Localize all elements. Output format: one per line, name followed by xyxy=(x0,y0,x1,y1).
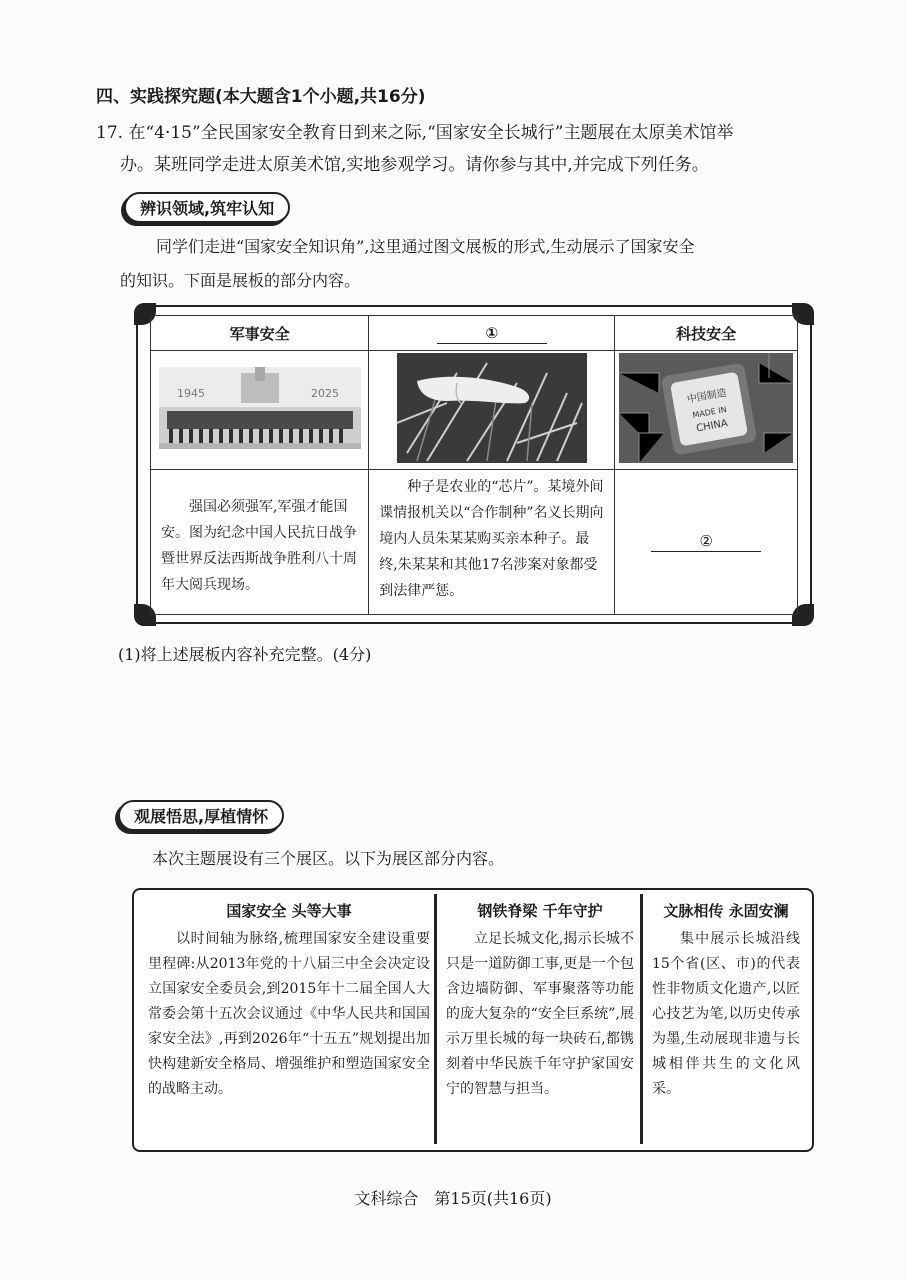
zone-3-text: 集中展示长城沿线15个省(区、市)的代表性非物质文化遗产,以匠心技艺为笔,以历史传承为墨,生动展现非遗与长城相伴共生的文化风采。 xyxy=(652,931,800,1097)
question-line-1: 17. 在“4·15”全民国家安全教育日到来之际,“国家安全长城行”主题展在太原美术馆举 xyxy=(96,123,734,143)
zone-2 xyxy=(446,896,634,1140)
task2-intro: 本次主题展设有三个展区。以下为展区部分内容。 xyxy=(152,849,505,868)
task2-pill: 观展悟思,厚植情怀 xyxy=(118,800,284,831)
chip-photo xyxy=(619,353,793,463)
zone-3 xyxy=(652,896,800,1140)
parade-image-cell xyxy=(151,351,369,470)
seed-image-cell xyxy=(369,351,615,470)
zone-divider xyxy=(434,894,437,1144)
col-head-military: 军事安全 xyxy=(151,316,369,351)
task1-intro-line-1: 同学们走进“国家安全知识角”,这里通过图文展板的形式,生动展示了国家安全 xyxy=(156,237,695,256)
section-heading: 四、实践探究题(本大题含1个小题,共16分) xyxy=(96,87,426,107)
blank-2[interactable]: ② xyxy=(651,531,761,552)
task1-pill: 辨识领域,筑牢认知 xyxy=(124,192,290,223)
military-text: 强国必须强军,军强才能国安。图为纪念中国人民抗日战争暨世界反法西斯战争胜利八十周年大阅兵现场。 xyxy=(151,470,369,615)
tech-blank-cell xyxy=(615,470,798,615)
exhibit-board-2 xyxy=(132,888,814,1152)
zone-1-text: 以时间轴为脉络,梳理国家安全建设重要里程碑:从2013年党的十八届三中全会决定设立国家安全委员会,到2015年十二届全国人大常委会第十五次会议通过《中华人民共和国国家安全法》,再到2026年“十五五”规划提出加快构建新安全格局、增强维护和塑造国家安全的战略主动。 xyxy=(148,931,430,1097)
chip-label-1: 中国制造 xyxy=(686,387,728,406)
question-line-2: 办。某班同学走进太原美术馆,实地参观学习。请你参与其中,并完成下列任务。 xyxy=(120,155,709,175)
parade-photo xyxy=(159,367,361,449)
seed-text: 种子是农业的“芯片”。某境外间谍情报机关以“合作制种”名义长期向境内人员朱某某购买亲本种子。最终,朱某某和其他17名涉案对象都受到法律严惩。 xyxy=(369,470,615,615)
seed-photo xyxy=(397,353,587,463)
chip-image-cell xyxy=(615,351,798,470)
page-footer: 文科综合 第15页(共16页) xyxy=(354,1189,552,1208)
task1-intro-line-2: 的知识。下面是展板的部分内容。 xyxy=(120,271,361,290)
parade-year-left: 1945 xyxy=(176,387,205,400)
sub-question-1: (1)将上述展板内容补充完整。(4分) xyxy=(118,645,372,664)
chip-label-3: CHINA xyxy=(695,418,729,435)
col-head-tech: 科技安全 xyxy=(615,316,798,351)
exhibit-board-1 xyxy=(136,305,812,624)
chip-label-2: MADE IN xyxy=(692,405,728,420)
zone-2-title: 钢铁脊梁 千年守护 xyxy=(477,902,603,920)
zone-1-title: 国家安全 头等大事 xyxy=(226,902,352,920)
col-head-blank-1 xyxy=(369,316,615,351)
zone-1 xyxy=(148,896,430,1140)
zone-2-text: 立足长城文化,揭示长城不只是一道防御工事,更是一个包含边墙防御、军事聚落等功能的庞大复杂的“安全巨系统”,展示万里长城的每一块砖石,都镌刻着中华民族千年守护家国安宁的智慧与担当。 xyxy=(446,931,634,1097)
zone-3-title: 文脉相传 永固安澜 xyxy=(663,902,789,920)
parade-year-right: 2025 xyxy=(310,387,339,400)
exhibit-table xyxy=(150,315,798,615)
blank-1[interactable]: ① xyxy=(437,323,547,344)
zone-divider xyxy=(640,894,643,1144)
